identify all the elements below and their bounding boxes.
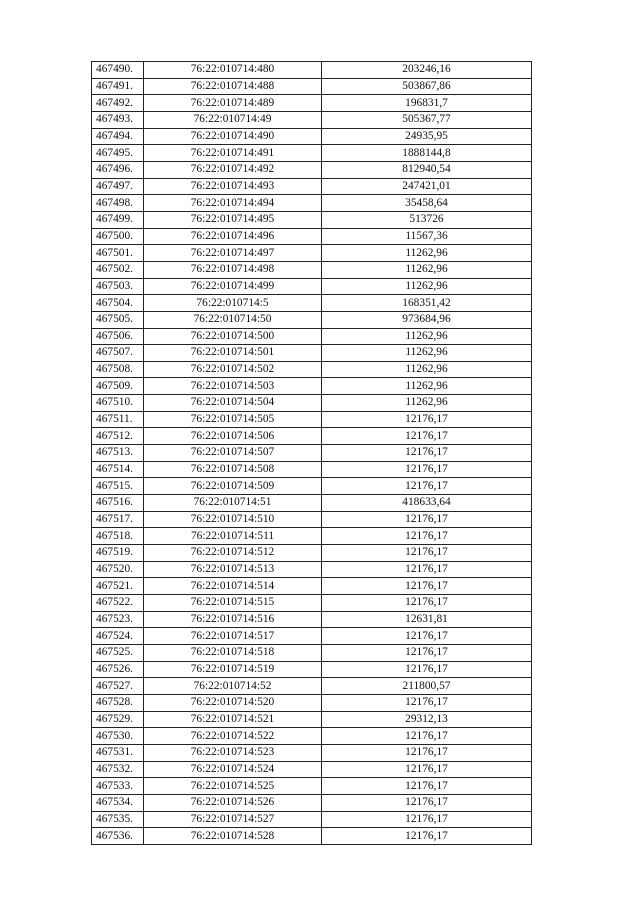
row-number-cell: 467499. bbox=[92, 211, 144, 228]
row-number-cell: 467524. bbox=[92, 628, 144, 645]
cadastral-value-cell: 11262,96 bbox=[322, 261, 532, 278]
row-number-cell: 467516. bbox=[92, 495, 144, 512]
table-row bbox=[92, 528, 532, 545]
row-number-cell: 467495. bbox=[92, 145, 144, 162]
cadastral-number-cell: 76:22:010714:489 bbox=[144, 95, 322, 112]
cadastral-number-cell: 76:22:010714:515 bbox=[144, 595, 322, 612]
row-number-cell: 467525. bbox=[92, 644, 144, 661]
cadastral-value-cell: 12176,17 bbox=[322, 661, 532, 678]
cadastral-value-cell: 12176,17 bbox=[322, 411, 532, 428]
row-number-cell: 467513. bbox=[92, 445, 144, 462]
cadastral-number-cell: 76:22:010714:513 bbox=[144, 561, 322, 578]
cadastral-number-cell: 76:22:010714:514 bbox=[144, 578, 322, 595]
cadastral-number-cell: 76:22:010714:528 bbox=[144, 828, 322, 845]
cadastral-value-cell: 1888144,8 bbox=[322, 145, 532, 162]
cadastral-number-cell: 76:22:010714:507 bbox=[144, 445, 322, 462]
table-row bbox=[92, 828, 532, 845]
table-row bbox=[92, 778, 532, 795]
table-row bbox=[92, 511, 532, 528]
row-number-cell: 467517. bbox=[92, 511, 144, 528]
cadastral-value-cell: 12176,17 bbox=[322, 778, 532, 795]
table-row bbox=[92, 411, 532, 428]
cadastral-value-cell: 12176,17 bbox=[322, 828, 532, 845]
table-body bbox=[92, 62, 532, 845]
cadastral-value-cell: 12176,17 bbox=[322, 644, 532, 661]
table-row bbox=[92, 578, 532, 595]
table-row bbox=[92, 694, 532, 711]
cadastral-value-cell: 11262,96 bbox=[322, 245, 532, 262]
cadastral-value-cell: 12176,17 bbox=[322, 628, 532, 645]
cadastral-value-cell: 12176,17 bbox=[322, 528, 532, 545]
table-row bbox=[92, 361, 532, 378]
table-row bbox=[92, 644, 532, 661]
cadastral-value-cell: 12176,17 bbox=[322, 595, 532, 612]
row-number-cell: 467492. bbox=[92, 95, 144, 112]
table-row bbox=[92, 628, 532, 645]
table-row bbox=[92, 178, 532, 195]
table-row bbox=[92, 128, 532, 145]
row-number-cell: 467527. bbox=[92, 678, 144, 695]
cadastral-value-cell: 203246,16 bbox=[322, 62, 532, 79]
cadastral-value-cell: 11262,96 bbox=[322, 361, 532, 378]
cadastral-value-cell: 12631,81 bbox=[322, 611, 532, 628]
row-number-cell: 467523. bbox=[92, 611, 144, 628]
table-row bbox=[92, 561, 532, 578]
row-number-cell: 467507. bbox=[92, 345, 144, 362]
cadastral-number-cell: 76:22:010714:501 bbox=[144, 345, 322, 362]
row-number-cell: 467530. bbox=[92, 728, 144, 745]
table-row bbox=[92, 611, 532, 628]
row-number-cell: 467536. bbox=[92, 828, 144, 845]
row-number-cell: 467520. bbox=[92, 561, 144, 578]
table-row bbox=[92, 245, 532, 262]
cadastral-number-cell: 76:22:010714:509 bbox=[144, 478, 322, 495]
cadastral-number-cell: 76:22:010714:517 bbox=[144, 628, 322, 645]
cadastral-number-cell: 76:22:010714:520 bbox=[144, 694, 322, 711]
cadastral-value-cell: 35458,64 bbox=[322, 195, 532, 212]
cadastral-value-cell: 168351,42 bbox=[322, 295, 532, 312]
cadastral-value-cell: 513726 bbox=[322, 211, 532, 228]
cadastral-number-cell: 76:22:010714:508 bbox=[144, 461, 322, 478]
row-number-cell: 467522. bbox=[92, 595, 144, 612]
cadastral-number-cell: 76:22:010714:480 bbox=[144, 62, 322, 79]
cadastral-number-cell: 76:22:010714:504 bbox=[144, 395, 322, 412]
cadastral-value-cell: 12176,17 bbox=[322, 545, 532, 562]
table-row bbox=[92, 261, 532, 278]
cadastral-value-cell: 12176,17 bbox=[322, 561, 532, 578]
cadastral-value-cell: 11262,96 bbox=[322, 395, 532, 412]
document-page bbox=[91, 61, 531, 845]
cadastral-number-cell: 76:22:010714:490 bbox=[144, 128, 322, 145]
row-number-cell: 467490. bbox=[92, 62, 144, 79]
cadastral-number-cell: 76:22:010714:497 bbox=[144, 245, 322, 262]
row-number-cell: 467503. bbox=[92, 278, 144, 295]
table-row bbox=[92, 711, 532, 728]
table-row bbox=[92, 478, 532, 495]
table-row bbox=[92, 661, 532, 678]
cadastral-number-cell: 76:22:010714:52 bbox=[144, 678, 322, 695]
cadastral-value-cell: 12176,17 bbox=[322, 811, 532, 828]
table-row bbox=[92, 461, 532, 478]
table-row bbox=[92, 545, 532, 562]
row-number-cell: 467508. bbox=[92, 361, 144, 378]
cadastral-number-cell: 76:22:010714:488 bbox=[144, 78, 322, 95]
cadastral-value-cell: 12176,17 bbox=[322, 728, 532, 745]
cadastral-number-cell: 76:22:010714:512 bbox=[144, 545, 322, 562]
row-number-cell: 467493. bbox=[92, 111, 144, 128]
table-row bbox=[92, 761, 532, 778]
row-number-cell: 467515. bbox=[92, 478, 144, 495]
table-row bbox=[92, 595, 532, 612]
cadastral-value-cell: 12176,17 bbox=[322, 761, 532, 778]
cadastral-number-cell: 76:22:010714:496 bbox=[144, 228, 322, 245]
row-number-cell: 467519. bbox=[92, 545, 144, 562]
cadastral-number-cell: 76:22:010714:494 bbox=[144, 195, 322, 212]
row-number-cell: 467501. bbox=[92, 245, 144, 262]
row-number-cell: 467531. bbox=[92, 744, 144, 761]
table-row bbox=[92, 78, 532, 95]
cadastral-number-cell: 76:22:010714:525 bbox=[144, 778, 322, 795]
cadastral-value-cell: 29312,13 bbox=[322, 711, 532, 728]
cadastral-number-cell: 76:22:010714:511 bbox=[144, 528, 322, 545]
table-row bbox=[92, 211, 532, 228]
cadastral-number-cell: 76:22:010714:5 bbox=[144, 295, 322, 312]
row-number-cell: 467500. bbox=[92, 228, 144, 245]
cadastral-number-cell: 76:22:010714:518 bbox=[144, 644, 322, 661]
table-row bbox=[92, 794, 532, 811]
row-number-cell: 467514. bbox=[92, 461, 144, 478]
cadastral-value-table bbox=[91, 61, 532, 845]
cadastral-value-cell: 12176,17 bbox=[322, 511, 532, 528]
row-number-cell: 467510. bbox=[92, 395, 144, 412]
table-row bbox=[92, 278, 532, 295]
cadastral-value-cell: 12176,17 bbox=[322, 478, 532, 495]
cadastral-value-cell: 12176,17 bbox=[322, 694, 532, 711]
row-number-cell: 467505. bbox=[92, 311, 144, 328]
cadastral-number-cell: 76:22:010714:503 bbox=[144, 378, 322, 395]
table-row bbox=[92, 295, 532, 312]
row-number-cell: 467512. bbox=[92, 428, 144, 445]
row-number-cell: 467521. bbox=[92, 578, 144, 595]
row-number-cell: 467533. bbox=[92, 778, 144, 795]
row-number-cell: 467491. bbox=[92, 78, 144, 95]
row-number-cell: 467498. bbox=[92, 195, 144, 212]
cadastral-value-cell: 247421,01 bbox=[322, 178, 532, 195]
cadastral-value-cell: 12176,17 bbox=[322, 445, 532, 462]
cadastral-value-cell: 12176,17 bbox=[322, 744, 532, 761]
cadastral-number-cell: 76:22:010714:505 bbox=[144, 411, 322, 428]
cadastral-number-cell: 76:22:010714:500 bbox=[144, 328, 322, 345]
cadastral-value-cell: 503867,86 bbox=[322, 78, 532, 95]
cadastral-value-cell: 812940,54 bbox=[322, 161, 532, 178]
cadastral-number-cell: 76:22:010714:510 bbox=[144, 511, 322, 528]
cadastral-number-cell: 76:22:010714:506 bbox=[144, 428, 322, 445]
row-number-cell: 467518. bbox=[92, 528, 144, 545]
cadastral-value-cell: 11262,96 bbox=[322, 345, 532, 362]
table-row bbox=[92, 744, 532, 761]
table-row bbox=[92, 345, 532, 362]
cadastral-value-cell: 24935,95 bbox=[322, 128, 532, 145]
row-number-cell: 467529. bbox=[92, 711, 144, 728]
cadastral-number-cell: 76:22:010714:519 bbox=[144, 661, 322, 678]
table-row bbox=[92, 445, 532, 462]
cadastral-number-cell: 76:22:010714:51 bbox=[144, 495, 322, 512]
cadastral-number-cell: 76:22:010714:521 bbox=[144, 711, 322, 728]
cadastral-value-cell: 12176,17 bbox=[322, 794, 532, 811]
cadastral-value-cell: 12176,17 bbox=[322, 428, 532, 445]
cadastral-number-cell: 76:22:010714:524 bbox=[144, 761, 322, 778]
row-number-cell: 467494. bbox=[92, 128, 144, 145]
table-row bbox=[92, 395, 532, 412]
cadastral-value-cell: 11262,96 bbox=[322, 278, 532, 295]
cadastral-number-cell: 76:22:010714:522 bbox=[144, 728, 322, 745]
table-row bbox=[92, 311, 532, 328]
cadastral-value-cell: 11262,96 bbox=[322, 328, 532, 345]
table-row bbox=[92, 811, 532, 828]
table-row bbox=[92, 62, 532, 79]
row-number-cell: 467506. bbox=[92, 328, 144, 345]
cadastral-value-cell: 973684,96 bbox=[322, 311, 532, 328]
cadastral-number-cell: 76:22:010714:50 bbox=[144, 311, 322, 328]
row-number-cell: 467497. bbox=[92, 178, 144, 195]
cadastral-value-cell: 11567,36 bbox=[322, 228, 532, 245]
table-row bbox=[92, 111, 532, 128]
cadastral-value-cell: 196831,7 bbox=[322, 95, 532, 112]
cadastral-number-cell: 76:22:010714:502 bbox=[144, 361, 322, 378]
cadastral-value-cell: 505367,77 bbox=[322, 111, 532, 128]
row-number-cell: 467504. bbox=[92, 295, 144, 312]
table-row bbox=[92, 228, 532, 245]
row-number-cell: 467509. bbox=[92, 378, 144, 395]
cadastral-number-cell: 76:22:010714:49 bbox=[144, 111, 322, 128]
table-row bbox=[92, 678, 532, 695]
cadastral-number-cell: 76:22:010714:498 bbox=[144, 261, 322, 278]
row-number-cell: 467511. bbox=[92, 411, 144, 428]
cadastral-number-cell: 76:22:010714:527 bbox=[144, 811, 322, 828]
cadastral-value-cell: 12176,17 bbox=[322, 578, 532, 595]
row-number-cell: 467502. bbox=[92, 261, 144, 278]
cadastral-value-cell: 418633,64 bbox=[322, 495, 532, 512]
cadastral-value-cell: 11262,96 bbox=[322, 378, 532, 395]
table-row bbox=[92, 195, 532, 212]
cadastral-value-cell: 12176,17 bbox=[322, 461, 532, 478]
table-row bbox=[92, 145, 532, 162]
table-row bbox=[92, 328, 532, 345]
table-row bbox=[92, 161, 532, 178]
row-number-cell: 467535. bbox=[92, 811, 144, 828]
cadastral-number-cell: 76:22:010714:491 bbox=[144, 145, 322, 162]
table-row bbox=[92, 428, 532, 445]
table-row bbox=[92, 495, 532, 512]
table-row bbox=[92, 378, 532, 395]
cadastral-number-cell: 76:22:010714:523 bbox=[144, 744, 322, 761]
row-number-cell: 467534. bbox=[92, 794, 144, 811]
cadastral-number-cell: 76:22:010714:495 bbox=[144, 211, 322, 228]
cadastral-number-cell: 76:22:010714:516 bbox=[144, 611, 322, 628]
cadastral-value-cell: 211800,57 bbox=[322, 678, 532, 695]
cadastral-number-cell: 76:22:010714:499 bbox=[144, 278, 322, 295]
row-number-cell: 467532. bbox=[92, 761, 144, 778]
table-row bbox=[92, 728, 532, 745]
row-number-cell: 467496. bbox=[92, 161, 144, 178]
table-row bbox=[92, 95, 532, 112]
cadastral-number-cell: 76:22:010714:493 bbox=[144, 178, 322, 195]
cadastral-number-cell: 76:22:010714:526 bbox=[144, 794, 322, 811]
cadastral-number-cell: 76:22:010714:492 bbox=[144, 161, 322, 178]
row-number-cell: 467528. bbox=[92, 694, 144, 711]
row-number-cell: 467526. bbox=[92, 661, 144, 678]
